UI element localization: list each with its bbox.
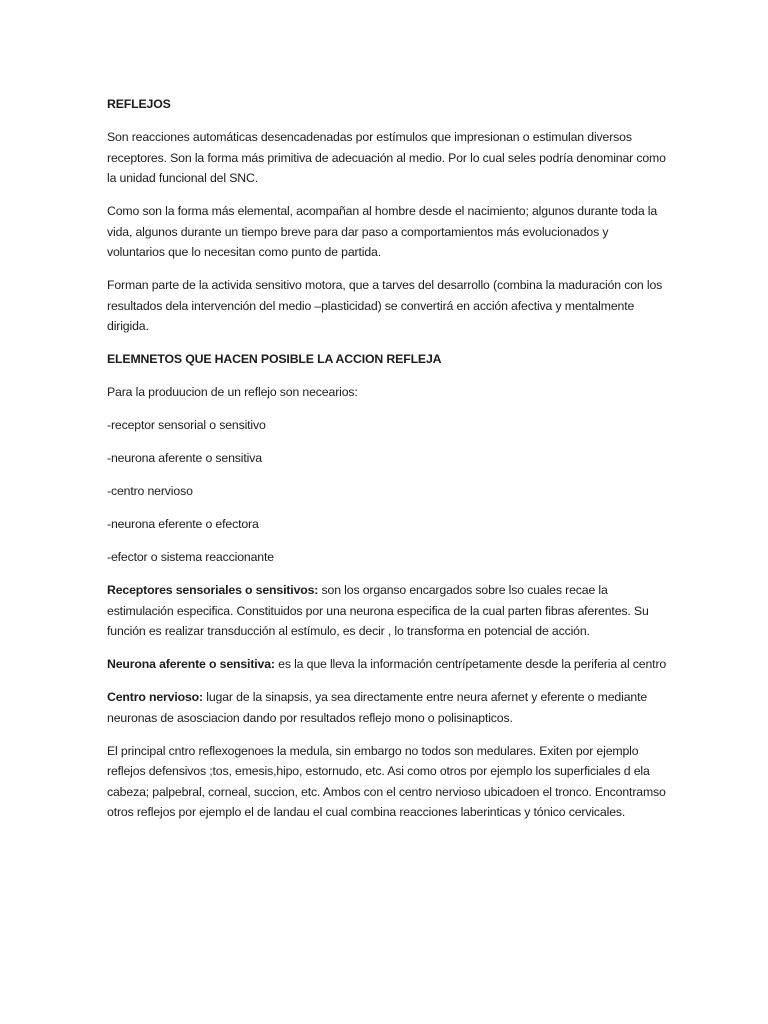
definition-text: son los organso encargados sobre lso cuales recae la estimulación especifica. Constituidos por una neurona especifica de la cual parten fibras aferentes. Su función es realizar transducción al estímulo, es decir , lo transforma en potencial de acción. (107, 583, 649, 638)
intro-paragraph-2: Como son la forma más elemental, acompañan al hombre desde el nacimiento; algunos durante toda la vida, algunos durante un tiempo breve para dar paso a comportamientos más evolucionados y voluntarios que lo necesitan como punto de partida. (107, 204, 658, 259)
list-item: -efector o sistema reaccionante (107, 550, 274, 564)
intro-paragraph-1: Son reacciones automáticas desencadenadas por estímulos que impresionan o estimulan diversos receptores. Son la forma más primitiva de adecuación al medio. Por lo cual seles podría denominar como la unidad funcional del SNC. (107, 130, 666, 185)
list-intro: Para la produucion de un reflejo son necearios: (107, 385, 358, 399)
document-title: REFLEJOS (107, 97, 171, 111)
definition-neurona-aferente (107, 654, 667, 675)
list-item: -neurona eferente o efectora (107, 517, 259, 531)
list-item: -receptor sensorial o sensitivo (107, 418, 266, 432)
definition-term: Centro nervioso: (107, 690, 203, 704)
closing-paragraph: El principal cntro reflexogenoes la medula, sin embargo no todos son medulares. Exiten por ejemplo reflejos defensivos ;tos, emesis,hipo, estornudo, etc. Asi como otros por ejemplo los superficiales d ela cabeza; palpebral, corneal, succion, etc. Ambos con el centro nervioso ubicadoen el tronco. Encontramso otros reflejos por ejemplo el de landau el cual combina reacciones laberinticas y tónico cervicales. (107, 743, 666, 819)
definition-receptores (107, 580, 667, 642)
section-heading: ELEMNETOS QUE HACEN POSIBLE LA ACCION REFLEJA (107, 352, 442, 366)
list-item: -centro nervioso (107, 484, 193, 498)
definition-text: es la que lleva la información centrípetamente desde la periferia al centro (274, 657, 667, 671)
document-page (107, 94, 667, 835)
list-item: -neurona aferente o sensitiva (107, 451, 262, 465)
definition-term: Receptores sensoriales o sensitivos: (107, 583, 319, 597)
definition-text: lugar de la sinapsis, ya sea directamente entre neura afernet y eferente o mediante neuronas de asosciacion dando por resultados reflejo mono o polisinapticos. (107, 690, 648, 725)
intro-paragraph-3: Forman parte de la activida sensitivo motora, que a tarves del desarrollo (combina la maduración con los resultados dela intervención del medio –plasticidad) se convertirá en acción afectiva y mentalmente dirigida. (107, 278, 663, 333)
definition-centro-nervioso (107, 687, 667, 728)
definition-term: Neurona aferente o sensitiva: (107, 657, 275, 671)
elements-list (107, 415, 667, 568)
